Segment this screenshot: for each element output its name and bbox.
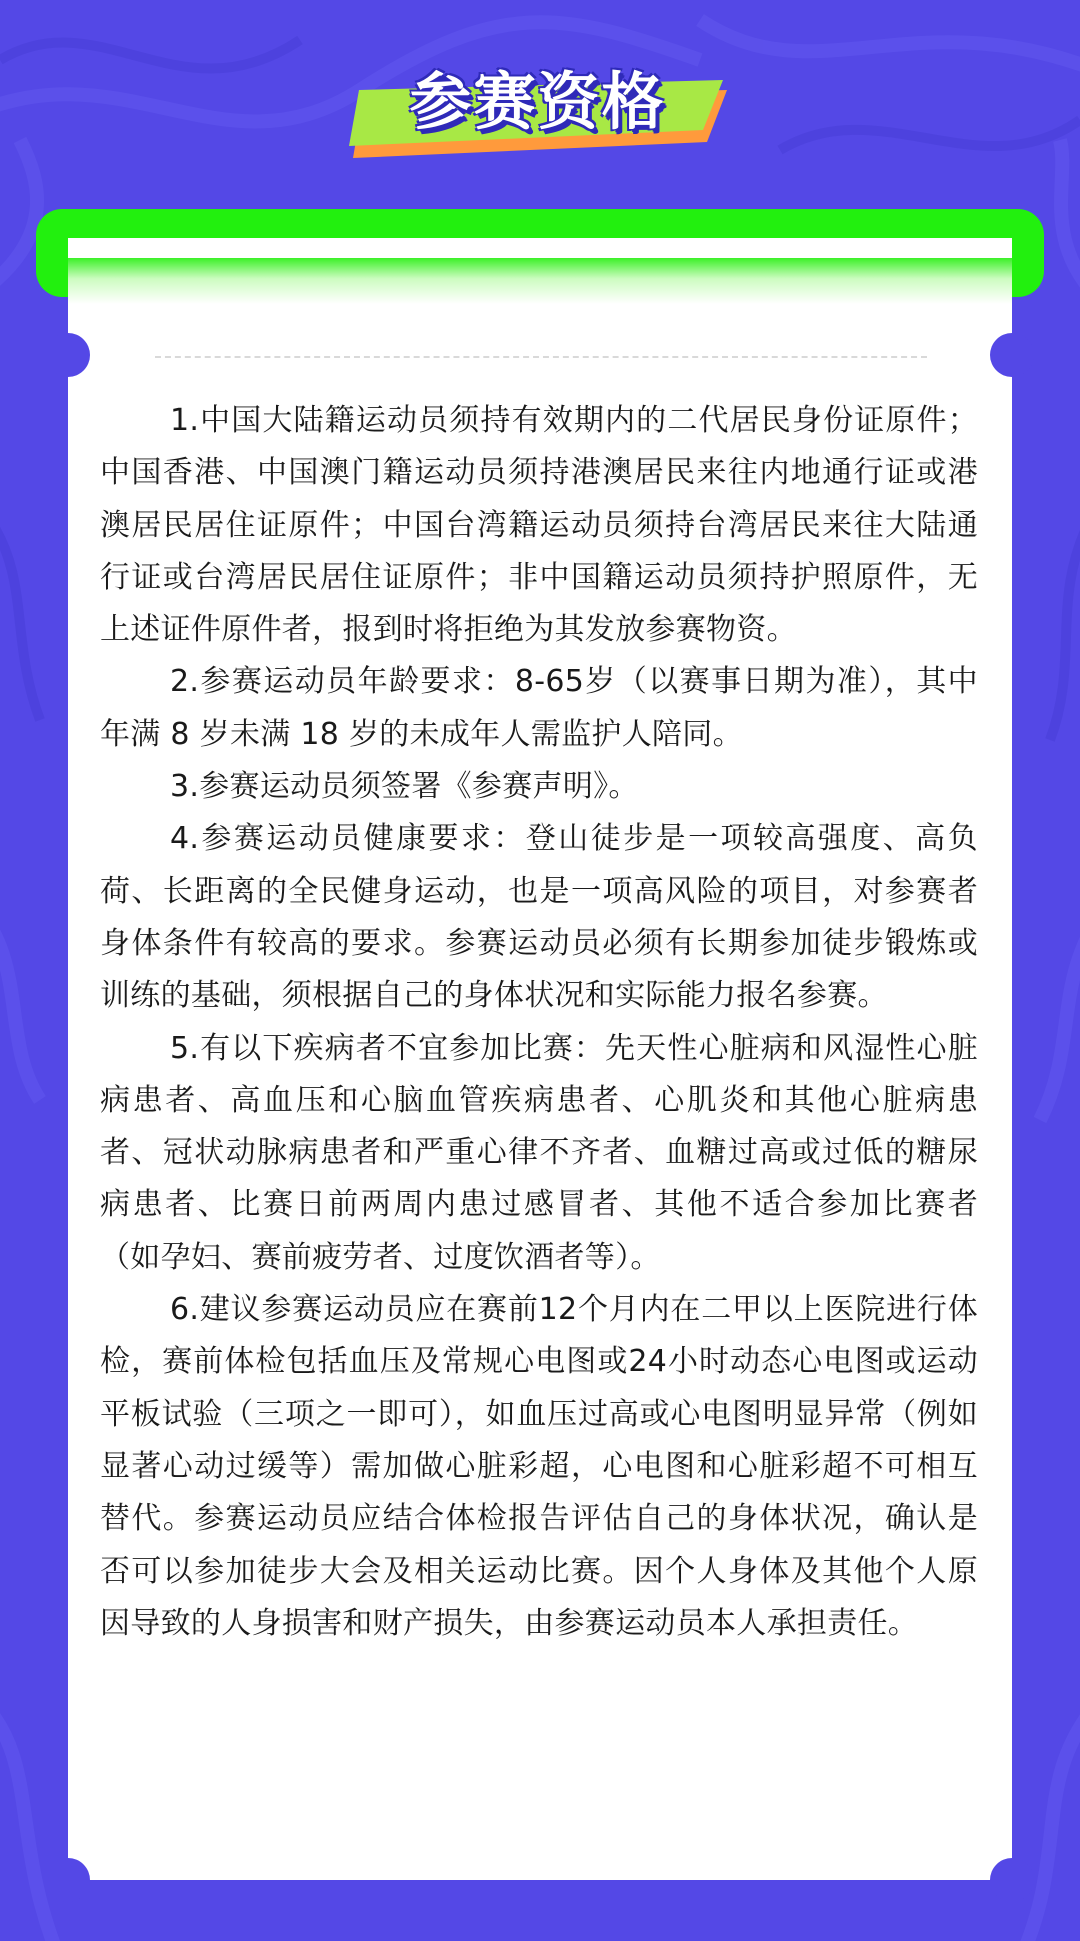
page-title: 参赛资格: [409, 65, 666, 138]
card-notch-right: [990, 333, 1034, 377]
paragraph-3: 3.参赛运动员须签署《参赛声明》。: [170, 769, 639, 805]
paragraph-2: 2.参赛运动员年龄要求：8-65岁（以赛事日期为准），其中年满 8 岁未满 18 岁的未成年人需监护人陪同。: [100, 664, 978, 752]
eligibility-text: [100, 395, 978, 1650]
card-notch-left: [46, 333, 90, 377]
dashed-divider: [155, 356, 927, 358]
card-notch-bottom-left: [46, 1858, 90, 1902]
card-notch-bottom-right: [990, 1858, 1034, 1902]
paragraph-5: 5.有以下疾病者不宜参加比赛：先天性心脏病和风湿性心脏病患者、高血压和心脑血管疾病患者、心肌炎和其他心脏病患者、冠状动脉病患者和严重心律不齐者、血糖过高或过低的糖尿病患者、比赛日前两周内患过感冒者、其他不适合参加比赛者（如孕妇、赛前疲劳者、过度饮酒者等）。: [100, 1030, 978, 1275]
paragraph-6: 6.建议参赛运动员应在赛前12个月内在二甲以上医院进行体检，赛前体检包括血压及常规心电图或24小时动态心电图或运动平板试验（三项之一即可），如血压过高或心电图明显异常（例如显著心动过缓等）需加做心脏彩超，心电图和心脏彩超不可相互替代。参赛运动员应结合体检报告评估自己的身体状况，确认是否可以参加徒步大会及相关运动比赛。因个人身体及其他个人原因导致的人身损害和财产损失，由参赛运动员本人承担责任。: [100, 1292, 978, 1641]
paragraph-4: 4.参赛运动员健康要求：登山徒步是一项较高强度、高负荷、长距离的全民健身运动，也是一项高风险的项目，对参赛者身体条件有较高的要求。参赛运动员必须有长期参加徒步锻炼或训练的基础，须根据自己的身体状况和实际能力报名参赛。: [100, 821, 978, 1014]
card-top-fade: [68, 258, 1012, 304]
paragraph-1: 1.中国大陆籍运动员须持有效期内的二代居民身份证原件；中国香港、中国澳门籍运动员须持港澳居民来往内地通行证或港 澳居民居住证原件；中国台湾籍运动员须持台湾居民来往大陆通行证或台湾居民居住证原件；非中国籍运动员须持护照原件，无上述证件原件者，报到时将拒绝为其发放参赛物资。: [100, 403, 978, 648]
